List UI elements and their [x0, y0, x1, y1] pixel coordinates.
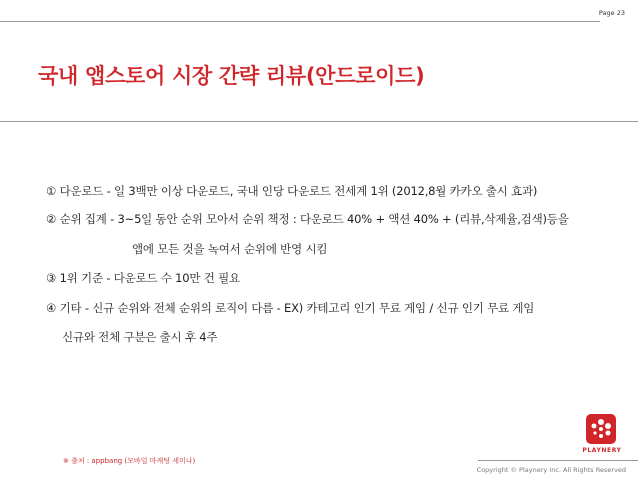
- list-item-other-cont: 신규와 전체 구분은 출시 후 4주: [62, 330, 218, 344]
- list-item-first-place: ③ 1위 기준 - 다운로드 수 10만 건 필요: [46, 271, 240, 285]
- logo-wordmark: PLAYNERY: [582, 447, 622, 454]
- footer-rule: [478, 460, 638, 461]
- list-item-other: ④ 기타 - 신규 순위와 전체 순위의 로직이 다름 - EX) 카테고리 인기 무료 게임 / 신규 인기 무료 게임: [46, 301, 535, 315]
- playnery-logo: [576, 414, 628, 458]
- list-item-ranking-cont: 앱에 모든 것을 녹여서 순위에 반영 시킴: [132, 242, 328, 256]
- logo-mark-icon: [586, 414, 616, 444]
- page-number: Page 23: [598, 9, 625, 17]
- copyright-text: Copyright © Playnery Inc. All Rights Reserved: [476, 466, 626, 474]
- list-item-ranking: ② 순위 집계 - 3~5일 동안 순위 모아서 순위 책정 : 다운로드 40% + 액션 40% + (리뷰,삭제율,검색)등을: [46, 212, 569, 226]
- title-rule: [0, 121, 638, 122]
- source-note: ※ 출처 : appbang (모바일 마케팅 세미나): [63, 457, 196, 465]
- top-rule: [0, 21, 600, 22]
- page-title: 국내 앱스토어 시장 간략 리뷰(안드로이드): [38, 64, 425, 88]
- list-item-download: ① 다운로드 - 일 3백만 이상 다운로드, 국내 인당 다운로드 전세계 1위 (2012,8월 카카오 출시 효과): [46, 184, 538, 198]
